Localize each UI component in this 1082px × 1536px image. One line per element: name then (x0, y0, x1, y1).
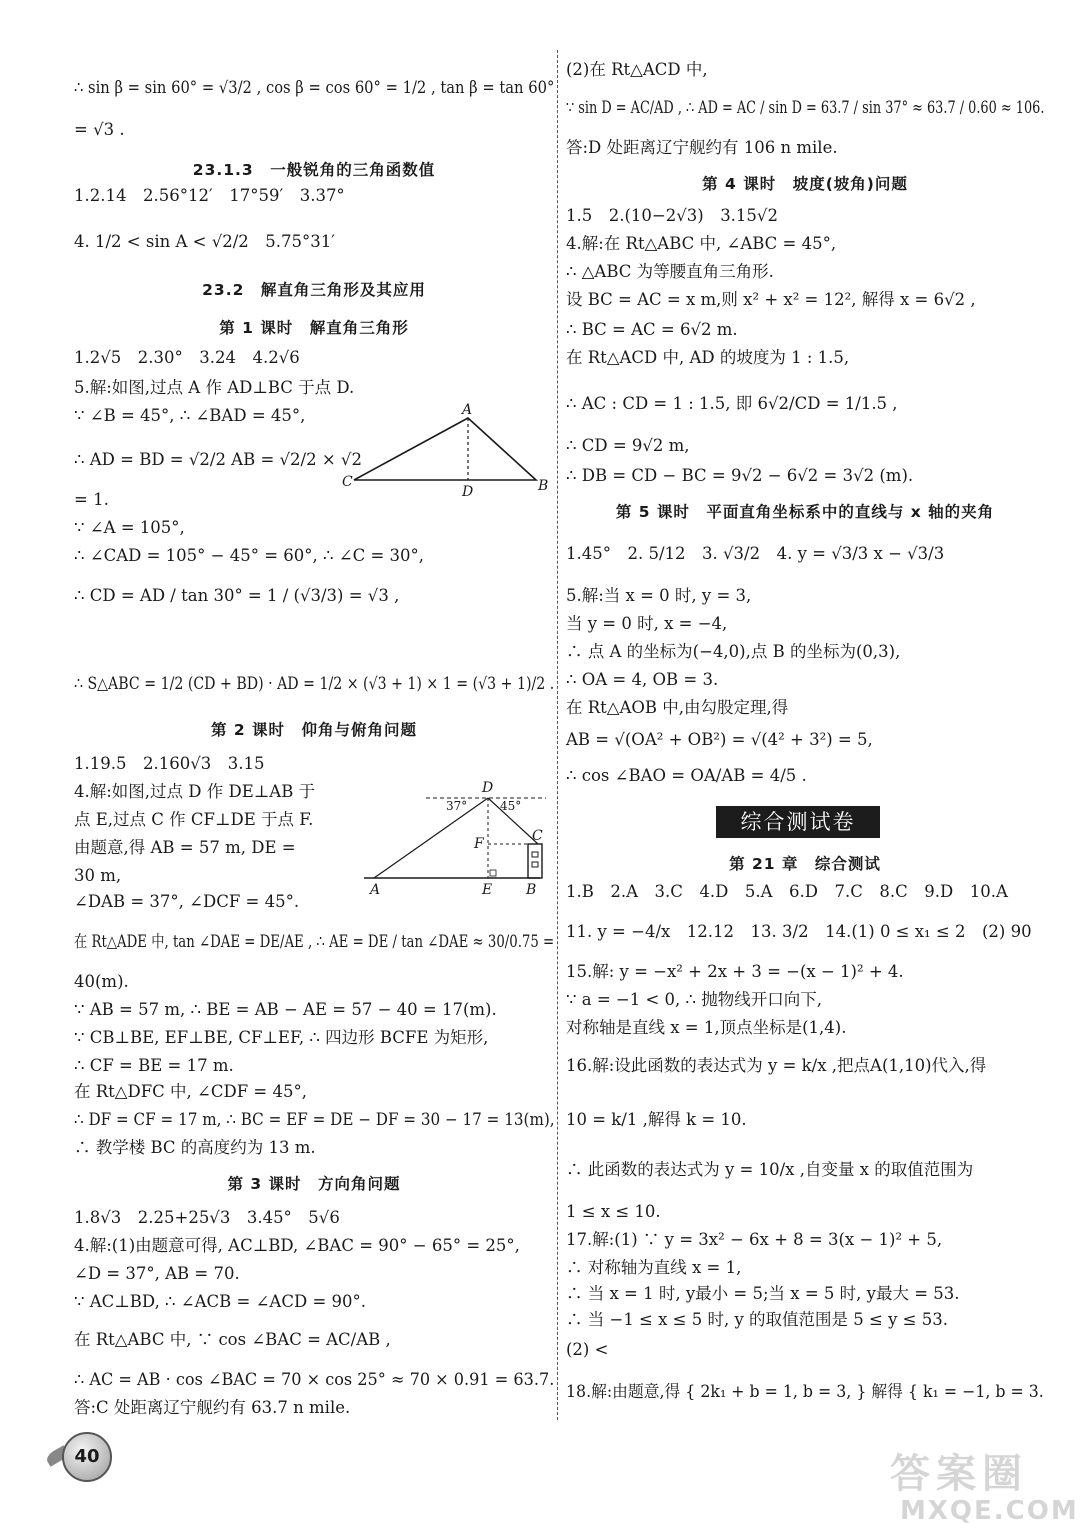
watermark-logo (880, 1442, 1079, 1536)
answer-line: = √3 . (74, 120, 125, 139)
answer-line: ∠D = 37°, AB = 70. (74, 1264, 240, 1283)
answer-line: 10 = k/1 ,解得 k = 10. (566, 1110, 747, 1129)
answer-line: ∵ a = −1 < 0, ∴ 抛物线开口向下, (566, 990, 823, 1009)
answer-line: 11. y = −4/x 12.12 13. 3/2 14.(1) 0 ≤ x₁ ≤ 2 (2) 90 (566, 922, 1032, 941)
answer-line: 15.解: y = −x² + 2x + 3 = −(x − 1)² + 4. (566, 962, 904, 981)
answer-line: 1.B 2.A 3.C 4.D 5.A 6.D 7.C 8.C 9.D 10.A (566, 882, 1008, 901)
answer-line: 在 Rt△ADE 中, tan ∠DAE = DE/AE , ∴ AE = DE / tan ∠DAE ≈ 30/0.75 = (74, 932, 555, 951)
page-number-badge (62, 1432, 112, 1482)
watermark-line1: 答案圈 (890, 1451, 1028, 1497)
answer-line: ∴ CD = AD / tan 30° = 1 / (√3/3) = √3 , (74, 586, 400, 605)
answer-line: 设 BC = AC = x m,则 x² + x² = 12², 解得 x = 6√2 , (566, 290, 976, 309)
fig2-angle-45: 45° (500, 799, 522, 813)
answer-line: ∴ △ABC 为等腰直角三角形. (566, 262, 774, 281)
fig2-label-a: A (370, 882, 381, 898)
fig1-label-a: A (462, 402, 473, 418)
answer-line: (2)在 Rt△ACD 中, (566, 60, 708, 79)
answer-line: 1 ≤ x ≤ 10. (566, 1202, 661, 1221)
answer-line: 4.解:在 Rt△ABC 中, ∠ABC = 45°, (566, 234, 837, 253)
answer-line: 1.5 2.(10−2√3) 3.15√2 (566, 206, 778, 225)
section-heading: 23.1.3 一般锐角的三角函数值 (192, 161, 436, 179)
answer-line: 1.8√3 2.25+25√3 3.45° 5√6 (74, 1208, 340, 1227)
answer-line: ∴ CD = 9√2 m, (566, 436, 690, 455)
section-heading: 第 2 课时 仰角与俯角问题 (210, 721, 418, 739)
fig1-label-d: D (462, 484, 474, 500)
section-heading: 第 4 课时 坡度(坡角)问题 (702, 175, 908, 193)
answer-line: ∴ 对称轴为直线 x = 1, (566, 1258, 742, 1277)
answer-line: ∴ 当 x = 1 时, y最小 = 5;当 x = 5 时, y最大 = 53. (566, 1284, 960, 1303)
answer-line: ∴ DF = CF = 17 m, ∴ BC = EF = DE − DF = 30 − 17 = 13(m), (74, 1110, 555, 1129)
answer-line: 5.解:当 x = 0 时, y = 3, (566, 586, 752, 605)
answer-line: ∴ BC = AC = 6√2 m. (566, 320, 738, 339)
answer-line: 答:D 处距离辽宁舰约有 106 n mile. (566, 138, 838, 157)
answer-line: 5.解:如图,过点 A 作 AD⊥BC 于点 D. (74, 378, 355, 397)
fig2-label-d: D (482, 780, 494, 796)
fig2-label-b: B (526, 882, 537, 898)
answer-line: 点 E,过点 C 作 CF⊥DE 于点 F. (74, 810, 314, 829)
answer-line: 当 y = 0 时, x = −4, (566, 614, 728, 633)
answer-line: ∴ sin β = sin 60° = √3/2 , cos β = cos 60° = 1/2 , tan β = tan 60° (74, 78, 555, 97)
answer-line: 18.解:由题意,得 { 2k₁ + b = 1, b = 3, } 解得 { k₁ = −1, b = 3. (566, 1382, 1044, 1401)
answer-line: 4. 1/2 < sin A < √2/2 5.75°31′ (74, 232, 336, 251)
answer-line: 30 m, (74, 866, 122, 885)
answer-line: 由题意,得 AB = 57 m, DE = (74, 838, 296, 857)
fig2-label-e: E (482, 882, 493, 898)
answer-line: ∵ CB⊥BE, EF⊥BE, CF⊥EF, ∴ 四边形 BCFE 为矩形, (74, 1028, 489, 1047)
answer-line: 1.19.5 2.160√3 3.15 (74, 754, 265, 773)
answer-line: AB = √(OA² + OB²) = √(4² + 3²) = 5, (566, 730, 873, 749)
fig2-label-f: F (474, 836, 484, 852)
section-heading: 第 21 章 综合测试 (729, 855, 881, 873)
watermark-line2: MXQE.COM (900, 1496, 1079, 1526)
answer-line: 4.解:(1)由题意可得, AC⊥BD, ∠BAC = 90° − 65° = 25°, (74, 1236, 520, 1255)
answer-line: ∴ ∠CAD = 105° − 45° = 60°, ∴ ∠C = 30°, (74, 546, 425, 565)
triangle-figure-1 (340, 400, 550, 500)
answer-line: ∴ 教学楼 BC 的高度约为 13 m. (74, 1138, 316, 1157)
section-heading: 第 1 课时 解直角三角形 (219, 319, 409, 337)
answer-line: ∴ S△ABC = 1/2 (CD + BD) · AD = 1/2 × (√3 + 1) × 1 = (√3 + 1)/2 . (74, 674, 555, 693)
fig2-angle-37: 37° (446, 799, 468, 813)
section-heading: 第 3 课时 方向角问题 (227, 1175, 401, 1193)
answer-line: 4.解:如图,过点 D 作 DE⊥AB 于 (74, 782, 316, 801)
answer-line: = 1. (74, 490, 109, 509)
answer-line: ∵ ∠A = 105°, (74, 518, 185, 537)
answer-line: ∴ 点 A 的坐标为(−4,0),点 B 的坐标为(0,3), (566, 642, 901, 661)
answer-line: 在 Rt△ACD 中, AD 的坡度为 1 : 1.5, (566, 348, 850, 367)
section-heading: 23.2 解直角三角形及其应用 (202, 281, 426, 299)
answer-line: 16.解:设此函数的表达式为 y = k/x ,把点A(1,10)代入,得 (566, 1056, 987, 1075)
fig1-label-b: B (538, 478, 549, 494)
answer-line: 17.解:(1) ∵ y = 3x² − 6x + 8 = 3(x − 1)² + 5, (566, 1230, 943, 1249)
section-heading: 第 5 课时 平面直角坐标系中的直线与 x 轴的夹角 (615, 503, 995, 521)
answer-line: ∠DAB = 37°, ∠DCF = 45°. (74, 892, 300, 911)
answer-line: 在 Rt△ABC 中, ∵ cos ∠BAC = AC/AB , (74, 1330, 391, 1349)
answer-line: ∴ DB = CD − BC = 9√2 − 6√2 = 3√2 (m). (566, 466, 914, 485)
column-divider (557, 50, 558, 1420)
answer-line: ∵ sin D = AC/AD , ∴ AD = AC / sin D = 63.7 / sin 37° ≈ 63.7 / 0.60 ≈ 106. (566, 98, 1045, 117)
answer-line: ∴ AC : CD = 1 : 1.5, 即 6√2/CD = 1/1.5 , (566, 394, 898, 413)
answer-line: 1.45° 2. 5/12 3. √3/2 4. y = √3/3 x − √3/3 (566, 544, 945, 563)
comprehensive-test-banner: 综合测试卷 (716, 806, 880, 838)
answer-line: 在 Rt△AOB 中,由勾股定理,得 (566, 698, 789, 717)
answer-line: ∵ AB = 57 m, ∴ BE = AB − AE = 57 − 40 = 17(m). (74, 1000, 497, 1019)
answer-line: ∴ cos ∠BAO = OA/AB = 4/5 . (566, 766, 807, 785)
answer-line: 对称轴是直线 x = 1,顶点坐标是(1,4). (566, 1018, 847, 1037)
answer-line: ∴ OA = 4, OB = 3. (566, 670, 719, 689)
page-number: 40 (74, 1446, 100, 1467)
fig2-label-c: C (532, 828, 543, 844)
answer-line: (2) < (566, 1340, 609, 1359)
answer-line: ∴ AD = BD = √2/2 AB = √2/2 × √2 (74, 450, 362, 469)
answer-line: ∴ CF = BE = 17 m. (74, 1056, 234, 1075)
answer-line: ∴ 当 −1 ≤ x ≤ 5 时, y 的取值范围是 5 ≤ y ≤ 53. (566, 1310, 948, 1329)
answer-line: ∴ 此函数的表达式为 y = 10/x ,自变量 x 的取值范围为 (566, 1160, 974, 1179)
answer-line: 40(m). (74, 972, 129, 991)
answer-line: ∵ ∠B = 45°, ∴ ∠BAD = 45°, (74, 406, 306, 425)
fig1-label-c: C (342, 474, 353, 490)
answer-line: 在 Rt△DFC 中, ∠CDF = 45°, (74, 1082, 307, 1101)
answer-line: ∵ AC⊥BD, ∴ ∠ACB = ∠ACD = 90°. (74, 1292, 367, 1311)
answer-line: 答:C 处距离辽宁舰约有 63.7 n mile. (74, 1398, 351, 1417)
answer-line: 1.2.14 2.56°12′ 17°59′ 3.37° (74, 186, 345, 205)
elevation-figure-2 (360, 780, 550, 900)
answer-line: ∴ AC = AB · cos ∠BAC = 70 × cos 25° ≈ 70 × 0.91 = 63.7. (74, 1370, 555, 1389)
answer-line: 1.2√5 2.30° 3.24 4.2√6 (74, 348, 300, 367)
